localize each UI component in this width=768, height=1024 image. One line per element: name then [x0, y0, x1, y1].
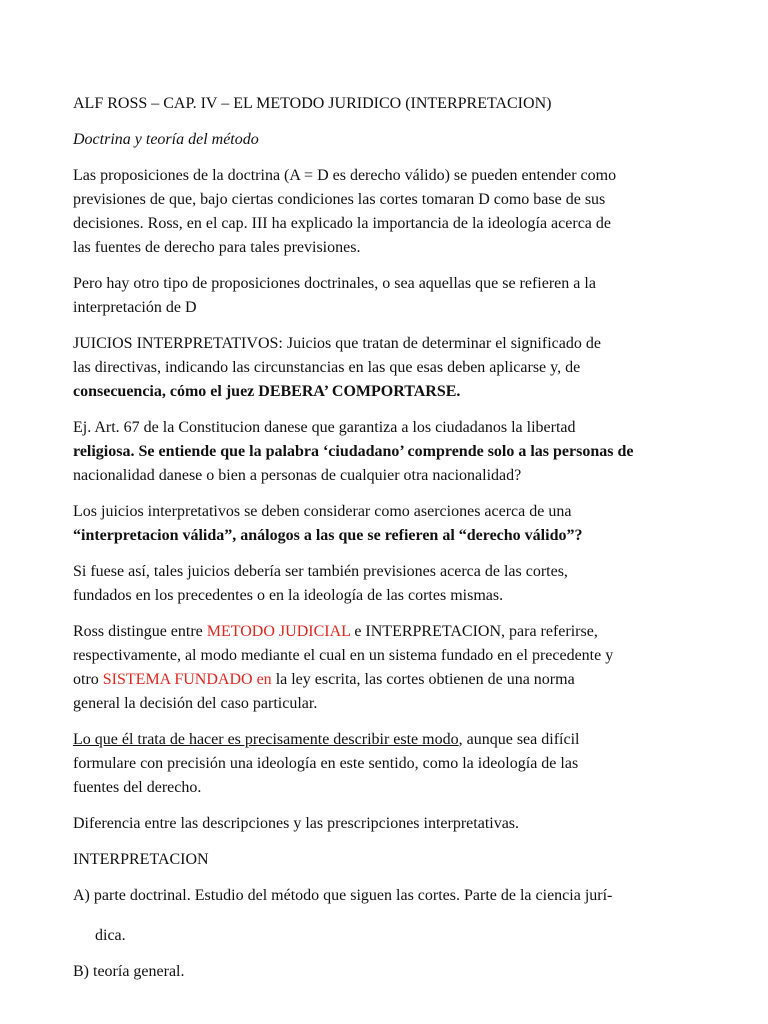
text-segment: la ley escrita, las cortes obtienen de una norma — [271, 671, 575, 688]
paragraph-aserciones — [73, 500, 713, 548]
text-line: JUICIOS INTERPRETATIVOS: Juicios que tratan de determinar el significado de — [73, 335, 601, 352]
text-line: interpretación de D — [73, 299, 197, 316]
text-line: las directivas, indicando las circunstancias en las que esas deben aplicarse y, de — [73, 359, 581, 376]
text-line: decisiones. Ross, en el cap. III ha explicado la importancia de la ideología acerca de — [73, 215, 611, 232]
list-item-a-continuation: dica. — [95, 927, 126, 944]
text-line: respectivamente, al modo mediante el cual en un sistema fundado en el precedente y — [73, 647, 614, 664]
section-subtitle: Doctrina y teoría del método — [73, 131, 259, 148]
paragraph-ross-distingue — [73, 620, 713, 716]
text-line-bold: religiosa. Se entiende que la palabra ‘ciudadano’ comprende solo a las personas de — [73, 443, 634, 460]
text-line-bold: consecuencia, cómo el juez DEBERA’ COMPORTARSE. — [73, 383, 461, 400]
highlight-metodo-judicial: METODO JUDICIAL — [206, 623, 351, 640]
paragraph-ejemplo-art67 — [73, 416, 713, 488]
text-line — [73, 728, 713, 752]
highlight-sistema-fundado: SISTEMA FUNDADO en — [102, 671, 272, 688]
list-item-a: A) parte doctrinal. Estudio del método que siguen las cortes. Parte de la ciencia jurí- — [73, 887, 613, 904]
paragraph-diferencia: Diferencia entre las descripciones y las prescripciones interpretativas. — [73, 815, 520, 832]
paragraph-otro-tipo — [73, 272, 713, 320]
text-line — [73, 620, 713, 644]
text-line: Las proposiciones de la doctrina (A = D es derecho válido) se pueden entender como — [73, 167, 617, 184]
text-line: formulare con precisión una ideología en este sentido, como la ideología de las — [73, 755, 579, 772]
section-heading-interpretacion: INTERPRETACION — [73, 851, 209, 868]
text-line: Pero hay otro tipo de proposiciones doctrinales, o sea aquellas que se refieren a la — [73, 275, 596, 292]
list-item-b: B) teoría general. — [73, 963, 185, 980]
text-segment: Ross distingue entre — [73, 623, 207, 640]
text-line: Ej. Art. 67 de la Constitucion danese que garantiza a los ciudadanos la libertad — [73, 419, 576, 436]
text-line: Si fuese así, tales juicios debería ser también previsiones acerca de las cortes, — [73, 563, 568, 580]
text-line-bold: “interpretacion válida”, análogos a las que se refieren al “derecho válido”? — [73, 527, 583, 544]
text-segment: otro — [73, 671, 103, 688]
text-segment: , aunque sea difícil — [458, 731, 580, 748]
paragraph-si-fuese — [73, 560, 713, 608]
text-line: fuentes del derecho. — [73, 779, 202, 796]
text-line: Los juicios interpretativos se deben considerar como aserciones acerca de una — [73, 503, 572, 520]
text-line — [73, 668, 713, 692]
document-title: ALF ROSS – CAP. IV – EL METODO JURIDICO (INTERPRETACION) — [73, 95, 552, 112]
text-line: las fuentes de derecho para tales previsiones. — [73, 239, 361, 256]
paragraph-describir-modo — [73, 728, 713, 800]
underlined-text: Lo que él trata de hacer es precisamente describir este modo — [73, 731, 459, 748]
text-segment: e INTERPRETACION, para referirse, — [350, 623, 598, 640]
text-line: nacionalidad danese o bien a personas de cualquier otra nacionalidad? — [73, 467, 522, 484]
text-line: fundados en los precedentes o en la ideología de las cortes mismas. — [73, 587, 504, 604]
text-line: previsiones de que, bajo ciertas condiciones las cortes tomaran D como base de sus — [73, 191, 606, 208]
text-line: general la decisión del caso particular. — [73, 695, 318, 712]
document-page — [73, 92, 713, 984]
paragraph-juicios-interpretativos — [73, 332, 713, 404]
paragraph-doctrina — [73, 164, 713, 260]
